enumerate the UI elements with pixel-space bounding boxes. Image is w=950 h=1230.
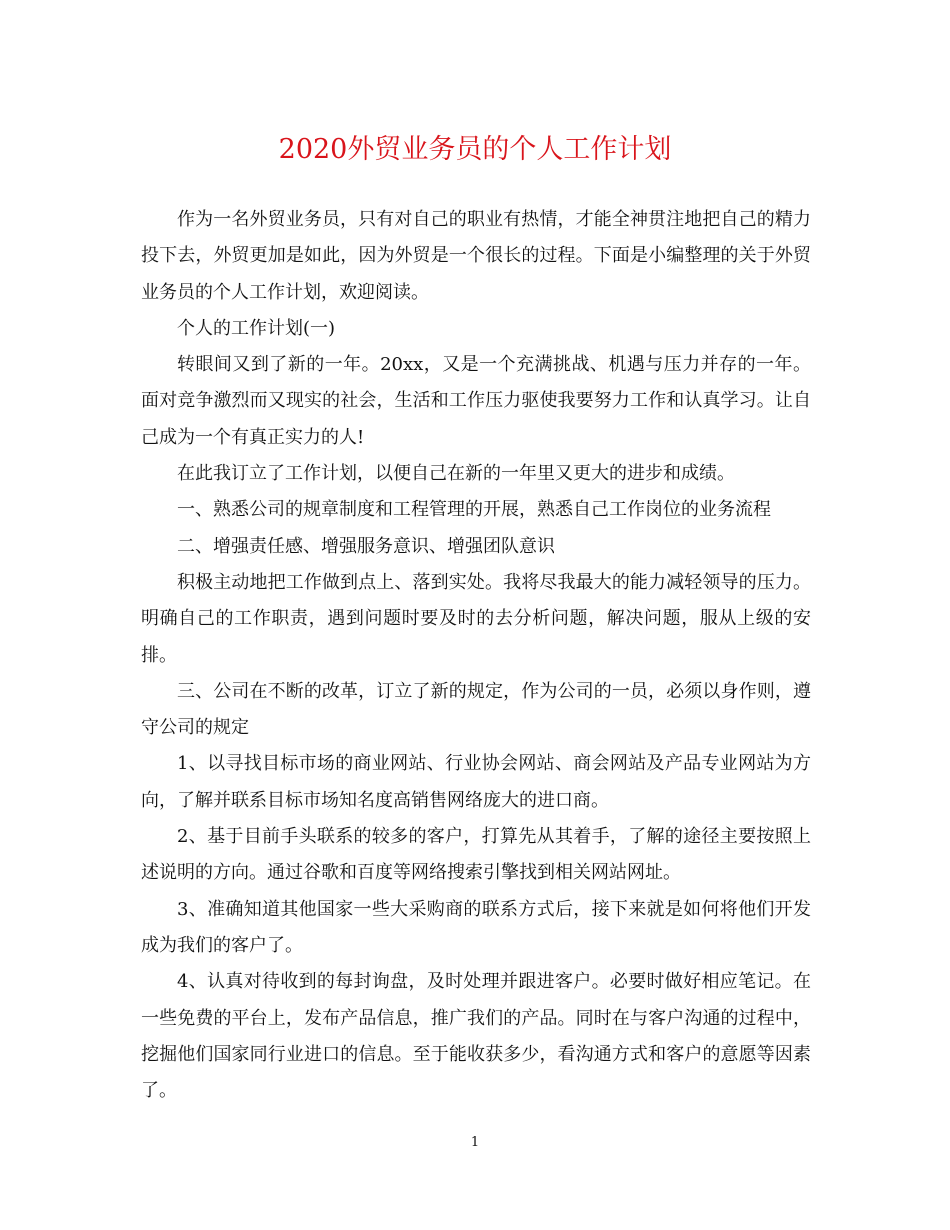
document-body — [141, 202, 811, 1109]
paragraph-new-year: 转眼间又到了新的一年。20xx，又是一个充满挑战、机遇与压力并存的一年。面对竞争激烈而又现实的社会，生活和工作压力驱使我要努力工作和认真学习。让自己成为一个有真正实力的人! — [141, 354, 811, 448]
paragraph-plan-intro: 在此我订立了工作计划，以便自己在新的一年里又更大的进步和成绩。 — [177, 463, 735, 485]
section-heading-plan-one: 个人的工作计划(一) — [177, 317, 336, 339]
numbered-item-2: 2、基于目前手头联系的较多的客户，打算先从其着手，了解的途径主要按照上述说明的方向。通过谷歌和百度等网络搜索引擎找到相关网站网址。 — [141, 826, 811, 884]
list-item-one: 一、熟悉公司的规章制度和工程管理的开展，熟悉自己工作岗位的业务流程 — [177, 499, 771, 521]
numbered-item-1: 1、以寻找目标市场的商业网站、行业协会网站、商会网站及产品专业网站为方向，了解并联系目标市场知名度高销售网络庞大的进口商。 — [141, 753, 811, 811]
page-number: 1 — [470, 1135, 480, 1150]
list-item-two: 二、增强责任感、增强服务意识、增强团队意识 — [177, 535, 555, 557]
paragraph-proactive: 积极主动地把工作做到点上、落到实处。我将尽我最大的能力减轻领导的压力。明确自己的工作职责，遇到问题时要及时的去分析问题，解决问题，服从上级的安排。 — [141, 571, 811, 666]
page-title: 2020外贸业务员的个人工作计划 — [278, 134, 672, 165]
list-item-three: 三、公司在不断的改革，订立了新的规定，作为公司的一员，必须以身作则，遵守公司的规定 — [141, 680, 811, 739]
numbered-item-3: 3、准确知道其他国家一些大采购商的联系方式后，接下来就是如何将他们开发成为我们的客户了。 — [141, 898, 811, 956]
intro-paragraph: 作为一名外贸业务员，只有对自己的职业有热情，才能全神贯注地把自己的精力投下去，外贸更加是如此，因为外贸是一个很长的过程。下面是小编整理的关于外贸业务员的个人工作计划，欢迎阅读。 — [141, 209, 811, 303]
numbered-item-4: 4、认真对待收到的每封询盘，及时处理并跟进客户。必要时做好相应笔记。在一些免费的平台上，发布产品信息，推广我们的产品。同时在与客户沟通的过程中，挖掘他们国家同行业进口的信息。至于能收获多少，看沟通方式和客户的意愿等因素了。 — [141, 971, 811, 1102]
